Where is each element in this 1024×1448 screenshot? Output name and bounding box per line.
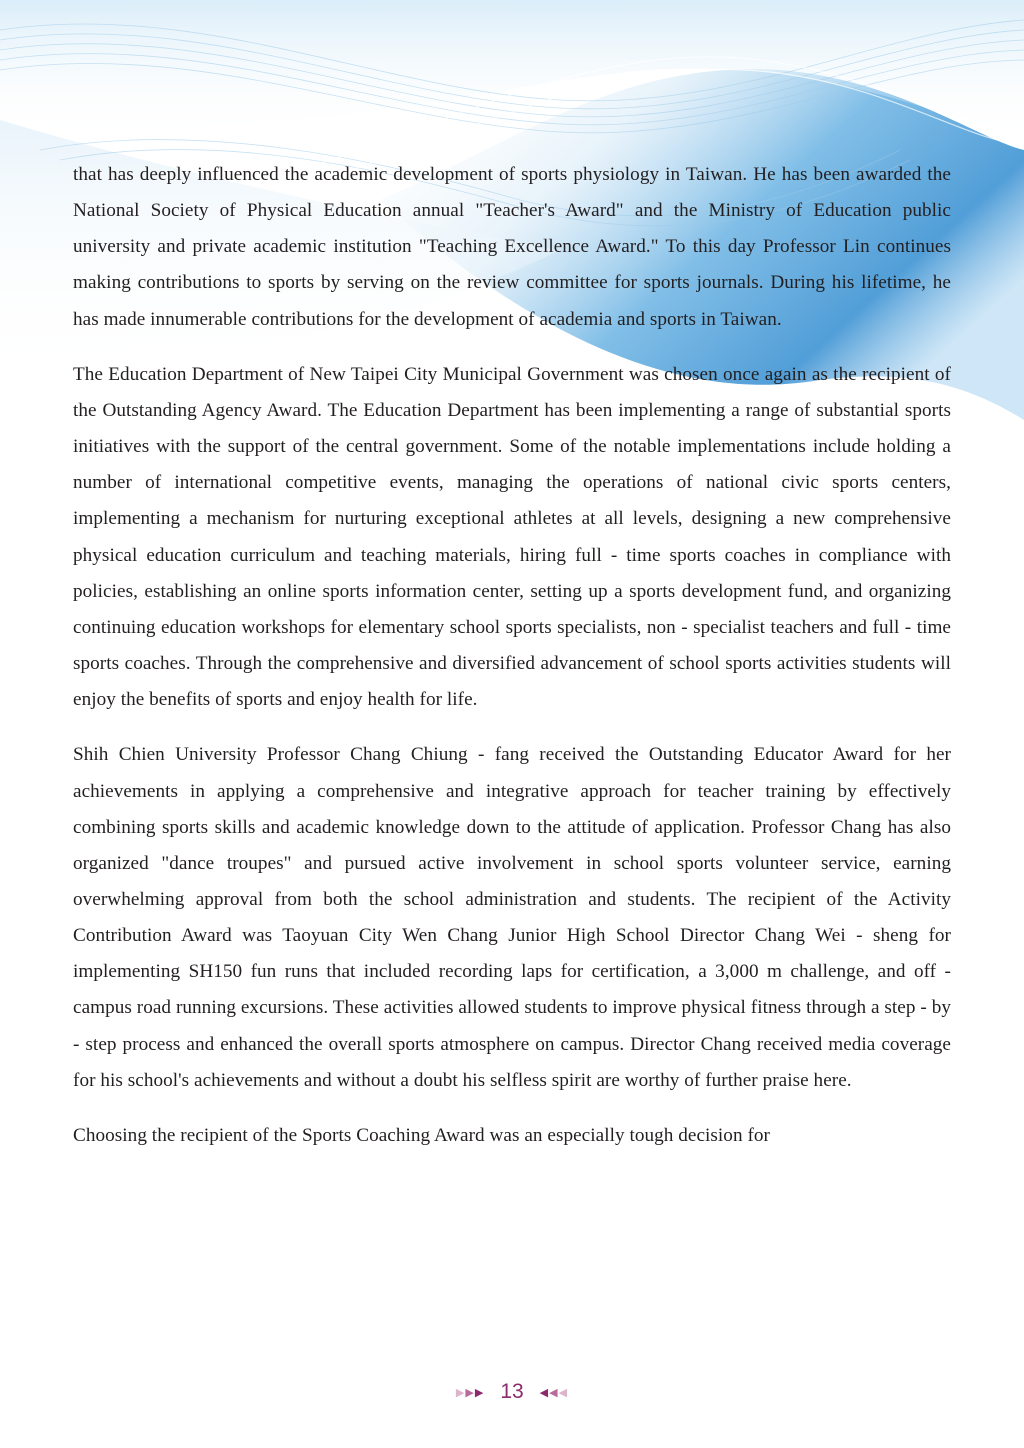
page-number: 13	[500, 1380, 524, 1403]
arrow-left-icon: ◀	[539, 1385, 550, 1399]
arrow-left-icon: ◀	[549, 1385, 559, 1399]
arrow-right-icon: ▶	[455, 1385, 466, 1399]
arrow-right-icon: ▶	[465, 1385, 475, 1399]
paragraph-sports-coaching-award: Choosing the recipient of the Sports Coaching Award was an especially tough decision for	[73, 1124, 770, 1146]
page-footer	[0, 1378, 1024, 1406]
paragraph-professor-chang: Shih Chien University Professor Chang Chiung - fang received the Outstanding Educator Award for her achievements in applying a comprehensive and integrative approach for teacher training by effectively combining sports skills and academic knowledge down to the attitude of application. Professor Chang has also organized "dance troupes" and pursued active involvement in school sports volunteer service, earning overwhelming approval from both the school administration and students. The recipient of the Activity Contribution Award was Taoyuan City Wen Chang Junior High School Director Chang Wei - sheng for implementing SH150 fun runs that included recording laps for certification, a 3,000 m challenge, and off - campus road running excursions. These activities allowed students to improve physical fitness through a step - by - step process and enhanced the overall sports atmosphere on campus. Director Chang received media coverage for his school's achievements and without a doubt his selfless spirit are worthy of further praise here.	[73, 744, 951, 1091]
paragraph-education-department: The Education Department of New Taipei City Municipal Government was chosen once again as the recipient of the Outstanding Agency Award. The Education Department has been implementing a range of substantial sports initiatives with the support of the central government. Some of the notable implementations include holding a number of international competitive events, managing the operations of national civic sports centers, implementing a mechanism for nurturing exceptional athletes at all levels, designing a new comprehensive physical education curriculum and teaching materials, hiring full - time sports coaches in compliance with policies, establishing an online sports information center, setting up a sports development fund, and organizing continuing education workshops for elementary school sports specialists, non - specialist teachers and full - time sports coaches. Through the comprehensive and diversified advancement of school sports activities students will enjoy the benefits of sports and enjoy health for life.	[73, 363, 951, 711]
article-body	[73, 157, 951, 1173]
paragraph-professor-lin: that has deeply influenced the academic development of sports physiology in Taiwan. He has been awarded the National Society of Physical Education annual "Teacher's Award" and the Ministry of Education public university and private academic institution "Teaching Excellence Award." To this day Professor Lin continues making contributions to sports by serving on the review committee for sports journals. During his lifetime, he has made innumerable contributions for the development of academia and sports in Taiwan.	[73, 164, 951, 330]
left-arrows-icon	[540, 1386, 568, 1399]
right-arrows-icon	[456, 1386, 484, 1399]
arrow-right-icon: ▶	[474, 1385, 485, 1399]
arrow-left-icon: ◀	[558, 1385, 569, 1399]
